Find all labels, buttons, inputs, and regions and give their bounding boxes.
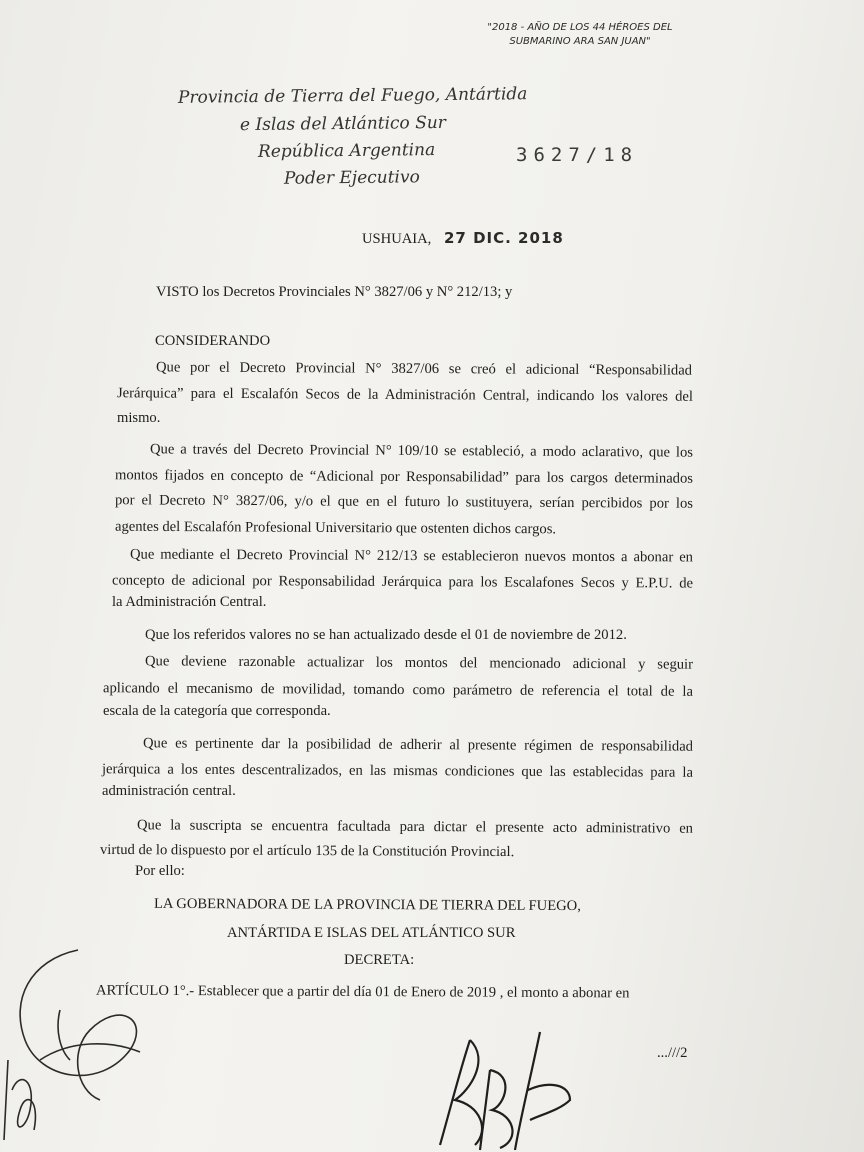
letterhead-province: Provincia de Tierra del Fuego, Antártida: [177, 84, 528, 108]
considerando-heading: CONSIDERANDO: [155, 333, 271, 349]
authority-line-2: ANTÁRTIDA E ISLAS DEL ATLÁNTICO SUR: [227, 925, 516, 941]
paragraph-6-line-3: administración central.: [102, 783, 236, 799]
paragraph-3-line-1: Que mediante el Decreto Provincial N° 212/13 se establecieron nuevos montos a abonar en: [129, 546, 694, 566]
letterhead-republic: República Argentina: [257, 140, 436, 162]
paragraph-1-line-2: Jerárquica” para el Escalafón Secos de la Administración Central, indicando los valores del: [116, 385, 694, 405]
paragraph-3-line-3: la Administración Central.: [112, 594, 267, 610]
motto: [470, 21, 690, 49]
paragraph-3-line-2: concepto de adicional por Responsabilidad Jerárquica para los Escalafones Secos y E.P.U. de: [111, 572, 694, 592]
authority-line-1: LA GOBERNADORA DE LA PROVINCIA DE TIERRA DEL FUEGO,: [153, 895, 581, 915]
paragraph-2-line-1: Que a través del Decreto Provincial N° 109/10 se estableció, a modo aclarativo, que los: [149, 441, 694, 461]
paragraph-7-line-2: virtud de lo dispuesto por el artículo 135 de la Constitución Provincial.: [99, 841, 515, 861]
letterhead-executive: Poder Ejecutivo: [283, 167, 420, 189]
paragraph-4: Que los referidos valores no se han actualizado desde el 01 de noviembre de 2012.: [145, 627, 627, 643]
governor-signature: [420, 1020, 600, 1152]
visto-line: VISTO los Decretos Provinciales N° 3827/06 y N° 212/13; y: [156, 284, 513, 300]
paragraph-5-line-1: Que deviene razonable actualizar los montos del mencionado adicional y seguir: [144, 653, 694, 673]
paragraph-2-line-4: agentes del Escalafón Profesional Universitario que ostenten dichos cargos.: [114, 518, 557, 538]
decreta-heading: DECRETA:: [344, 952, 415, 968]
paragraph-7-line-1: Que la suscripta se encuentra facultada para dictar el presente acto administrativo en: [136, 817, 694, 837]
paragraph-1-line-3: mismo.: [117, 410, 161, 426]
paragraph-5-line-3: escala de la categoría que corresponda.: [103, 703, 331, 719]
margin-initials-signature: [0, 940, 180, 1152]
paragraph-6-line-2: jerárquica a los entes descentralizados, en las mismas condiciones que las establecidas para la: [101, 761, 694, 781]
motto-line-1: "2018 - AÑO DE LOS 44 HÉROES DEL: [487, 22, 673, 33]
article-1-line: ARTÍCULO 1°.- Establecer que a partir del día 01 de Enero de 2019 , el monto a abonar en: [95, 982, 630, 1002]
por-ello: Por ello:: [135, 863, 185, 879]
page-continuation: ...///2: [657, 1045, 688, 1061]
date-stamp: 27 DIC. 2018: [444, 229, 564, 247]
paragraph-2-line-2: montos fijados en concepto de “Adicional por Responsabilidad” para los cargos determinados: [114, 467, 694, 487]
letterhead-islands: e Islas del Atlántico Sur: [239, 112, 446, 136]
paragraph-1-line-1: Que por el Decreto Provincial N° 3827/06 se creó el adicional “Responsabilidad: [155, 359, 693, 379]
paragraph-6-line-1: Que es pertinente dar la posibilidad de adherir al presente régimen de responsabilidad: [142, 735, 694, 755]
motto-line-2: SUBMARINO ARA SAN JUAN": [509, 36, 651, 47]
decree-number: 3627/18: [516, 144, 639, 166]
paragraph-2-line-3: por el Decreto N° 3827/06, y/o el que en el futuro lo sustituyera, serían percibidos por los: [114, 492, 694, 512]
city-label: USHUAIA,: [362, 231, 432, 247]
paragraph-5-line-2: aplicando el mecanismo de movilidad, tomando como parámetro de referencia el total de la: [102, 680, 694, 700]
